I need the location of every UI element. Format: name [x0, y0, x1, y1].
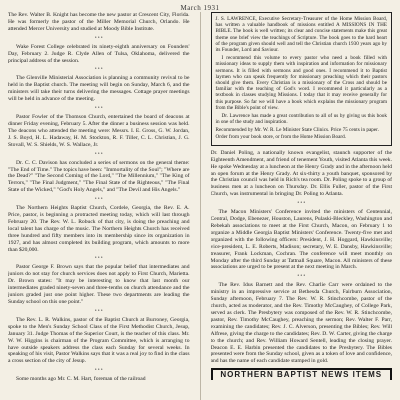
news-item: The Rev. Idus Barnett and the Rev. Charlie Carr were ordained to the ministry in an impressive service at Bethesda Church, Fairburn Association, Sunday afternoon, February 7. The Rev. W. R. Stinchcombe, pastor of the church, acted as moderator, and the Rev. Timothy McCaughey, of College Park, served as clerk. The Presbytery was composed of the Rev. W. R. Stinchcombe, pastor, Rev. Timothy McCaughey, preaching the sermon; Rev. Walter F. Parr, examining the candidates; Rev. J. C. Alverson, presenting the Bibles; Rev. Will Alfrese, giving the charge to the candidates; Rev. D. W. Carter, giving the charge to the church; and Rev. William Howard Sentell, leading the closing prayer. Deacon E. E. Harbin presented the candidates to the Presbytery. The Bibles presented were from the Sunday school, given as a token of love and confidence, and has the name of each candidate stamped in gold.	[210, 282, 392, 365]
column-divider	[200, 12, 201, 400]
item-separator: • • •	[94, 308, 103, 314]
ad-paragraph: J. S. LAWRENCE, Executive Secretary-Treasurer of the Home Mission Board, has written a valuable handbook of missions entitled A MISSIONS IN THE BIBLE. The book is well written; its clear and concise statements make this great theme one brief view the teachings of Scripture. The book goes to the hard heart of the program given should well and tell the Christian church 1930 years ago by its Founder, Lord and Saviour.	[215, 16, 387, 54]
item-separator: • • •	[94, 368, 103, 374]
item-separator: • • •	[94, 67, 103, 73]
ad-ordering-info: Recommended by Mr. W. R. Le Minister State Clinics. Price 75 cents in paper. Order from your book store, or from the Home Mission Board.	[215, 127, 379, 140]
item-separator: • • •	[94, 197, 103, 203]
item-separator: • • •	[94, 35, 103, 41]
running-head: March 1931	[180, 4, 220, 12]
news-item: Some months ago Mr. C. M. Hart, foreman of the railroad	[16, 376, 146, 383]
item-separator: • • •	[94, 151, 103, 157]
article-columns	[8, 12, 392, 400]
news-item: The Northern Heights Baptist Church, Cordele, Georgia, the Rev. E. A. Price, pastor, is beginning a protracted meeting today, which will last through February 20. The Rev. W. L. Robuck of that city, is doing the preaching and local talent has charge of the music. The Northern Heights Church has received three hundred and fifty members into its membership since its organization in 1927, and has almost completed its building program, which amounts to more than $20,000.	[8, 205, 190, 253]
book-advertisement	[211, 12, 393, 146]
news-item: Dr. Daniel Poling, a nationally known evangelist, staunch supporter of the Eighteenth Amendment, and friend of tenement Youth, visited Atlanta this week. He spoke Wednesday at a luncheon at the Henry Grady and in the afternoon held an open forum at the Henry Grady. At six-thirty a youth banquet, sponsored by the Christian council was held in Rich's tea room. Dr. Poling spoke to a group of business men at a luncheon on Thursday. Dr. Ellis Fuller, pastor of the First Church, was instrumental in bringing Dr. Poling to Atlanta.	[210, 149, 392, 198]
news-item: Pastor Fowler of the Thomson Church, entertained the board of deacons at dinner Friday evening, February 5. After the dinner a business session was held. The deacons who attended the meeting were: Messrs. I. E. Gross, G. W. Jordan, J. S. Boyd, H. L. Hadaway, H. M. Stockton, R. F. Tiller, C. L. Christian, J. G. Stovall, W. S. Shields, W. S. Wallace, Jr.	[8, 114, 190, 148]
news-item: The Rev. L. R. Walkins, pastor of the Baptist Church at Burroney, Georgia, spoke to the Men's Sunday School Class of the First Methodist Church, Jesup, January 31. Judge Thomas of the Superior Court, is the teacher of this class. Mr. W. W. Higgins is chairman of the Program Committee, which is arranging to have outside speakers address the class each Sunday for several weeks. In speaking of his visit, Pastor Walkins says that it was a real joy to find in the class a cross section of the city of Jesup.	[8, 316, 190, 365]
item-separator: • • •	[94, 106, 103, 112]
news-item: Dr. C. C. Davison has concluded a series of sermons on the general theme: "The End of Time." The topics have been: "Immortality of the Soul"; "Where are the Dead?" "The Second Coming of the Lord," "The Millennium," "The King of Terrors," "The Final Judgment," "The Final State of the Righteous," "The Final State of the Wicked," "God's Holy Angels," and "The Devil and His Angels."	[8, 159, 190, 194]
right-column	[211, 12, 393, 400]
item-separator: • • •	[297, 201, 306, 207]
ad-paragraph: I recommend this volume to every pastor who need a book filled with missionary ideas to supply them with inspiration and information for missionary sermons. It is filled with sermons and good ones. I recommend it to Baptist laymen who can speak frequently for missionary preaching which their pastors should give them. Every Christian is a missionary of the Cross and should be familiar with the teaching of God's word. I recommend it particularly as a textbook in classes studying Missions. I today that it may receive generally for this purpose. So far we will have a book which explains the missionary program from the Bible's point of view.	[215, 55, 387, 111]
item-separator: • • •	[297, 274, 306, 280]
news-item: The Macon Ministers' Conference invited the ministers of Centennial, Central, Dodge, Ebenezer, Houston, Laurens, Pulaski-Bleckley, Washington and Rebekah associations to meet at the First Church, Macon, on February 1 to organize a Middle Georgia Baptist Ministers' Conference. Twenty-five met and organized with the following officers: President, J. H. Hoggard, Hawkinsville; vice-president, L. E. Roberts, Madison; secretary, W. E. Dansby, Hawkinsville; treasurer, Frank Lockman, Cochran. The conference will meet monthly on Monday after the third Sunday at Tattnall Square, Macon. All ministers of these associations are urged to be present at the next meeting in March.	[210, 209, 392, 271]
news-item: The Rev. Walter B. Knight has become the new pastor at Crescent City, Florida. He was formerly the pastor of the Miller Memorial Church, Orlando. He attended Mercer University and studied at Moody Bible Institute.	[8, 12, 190, 32]
ad-paragraph: Dr. Lawrence has made a great contribution to all of us by giving us this book in one of the study and inspiration.	[215, 113, 387, 126]
section-heading: NORTHERN BAPTIST NEWS ITEMS	[211, 368, 393, 380]
news-item: Pastor George F. Brown says that the popular belief that intermediates and juniors do not stay for church services does not apply to First Church, Marietta. Dr. Brown states: "It may be interesting to know that last month our intermediates graded ninety-seven and three-tenths on church attendance and the juniors graded just one point higher. These two departments are leading the Sunday school on this one point."	[8, 264, 190, 305]
item-separator: • • •	[94, 256, 103, 262]
news-item: The Glenville Ministerial Association is planning a community revival to be held in the Baptist church. The meeting will begin on Sunday, March 6, and the ministers will take their turns delivering the messages. Cottage prayer meetings will be held in advance of the meeting.	[8, 75, 190, 103]
left-column	[8, 12, 190, 400]
news-item: Wake Forest College celebrated its ninety-eighth anniversary on Founders' Day, February 2. Judge R. Clyde Allen of Tulsa, Oklahoma, delivered the principal address of the session.	[8, 43, 190, 64]
